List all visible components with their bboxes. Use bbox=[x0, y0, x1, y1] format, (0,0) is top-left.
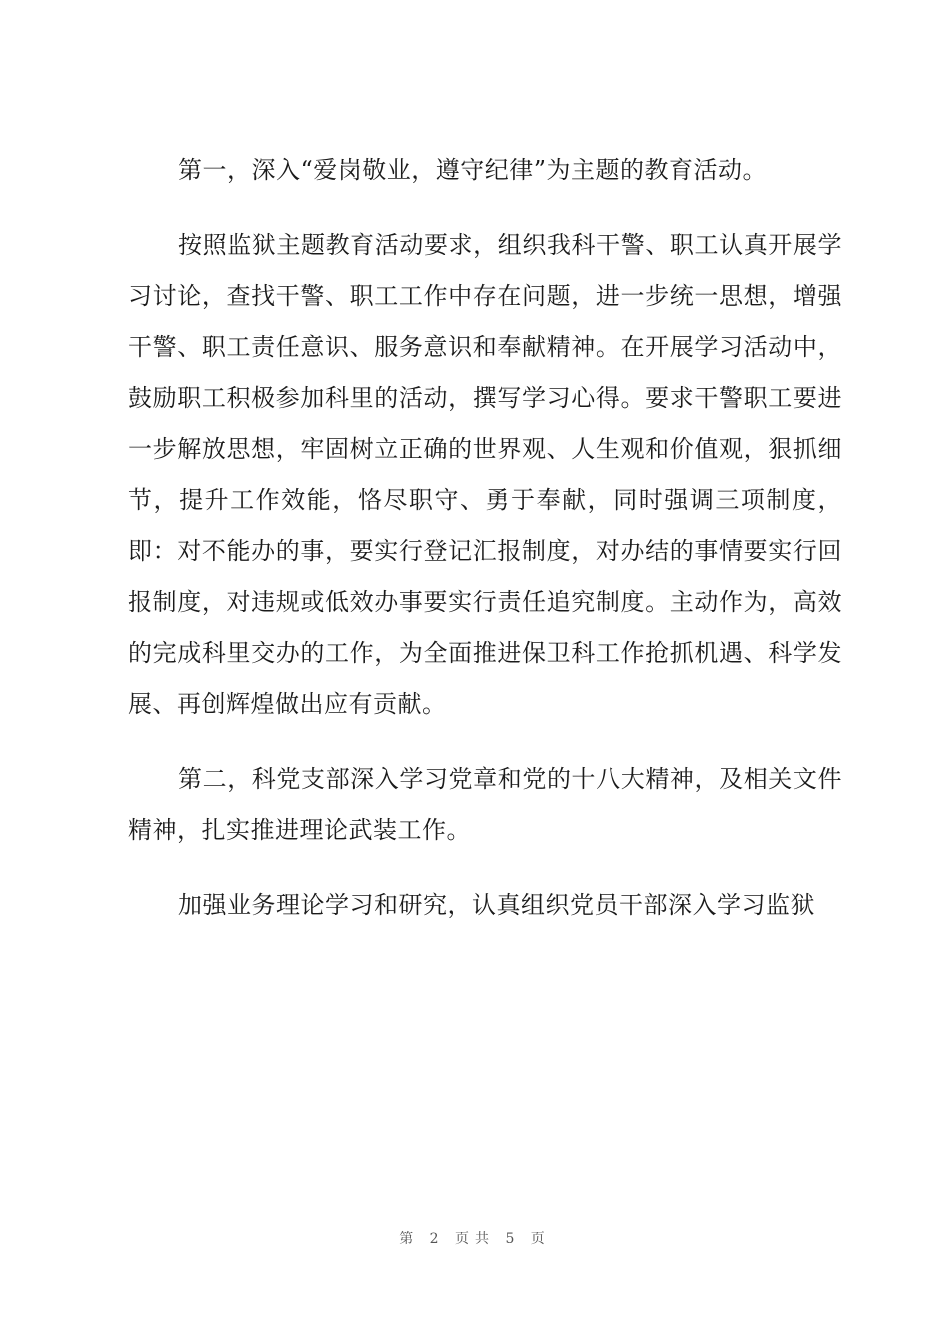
document-body bbox=[128, 145, 842, 931]
paragraph-second-body: 加强业务理论学习和研究，认真组织党员干部深入学习监狱 bbox=[178, 891, 815, 919]
page-footer: 第 2 页共 5 页 bbox=[399, 1231, 551, 1247]
paragraph-heading-first: 第一，深入“爱岗敬业，遵守纪律”为主题的教育活动。 bbox=[178, 156, 768, 184]
paragraph-first-body: 按照监狱主题教育活动要求，组织我科干警、职工认真开展学习讨论，查找干警、职工工作中存在问题，进一步统一思想，增强干警、职工责任意识、服务意识和奉献精神。在开展学习活动中，鼓励职工积极参加科里的活动，撰写学习心得。要求干警职工要进一步解放思想，牢固树立正确的世界观、人生观和价值观，狠抓细节，提升工作效能，恪尽职守、勇于奉献，同时强调三项制度，即：对不能办的事，要实行登记汇报制度，对办结的事情要实行回报制度，对违规或低效办事要实行责任追究制度。主动作为，高效的完成科里交办的工作，为全面推进保卫科工作抢抓机遇、科学发展、再创辉煌做出应有贡献。 bbox=[128, 231, 842, 718]
paragraph-heading-second: 第二，科党支部深入学习党章和党的十八大精神，及相关文件精神，扎实推进理论武装工作。 bbox=[128, 765, 842, 844]
